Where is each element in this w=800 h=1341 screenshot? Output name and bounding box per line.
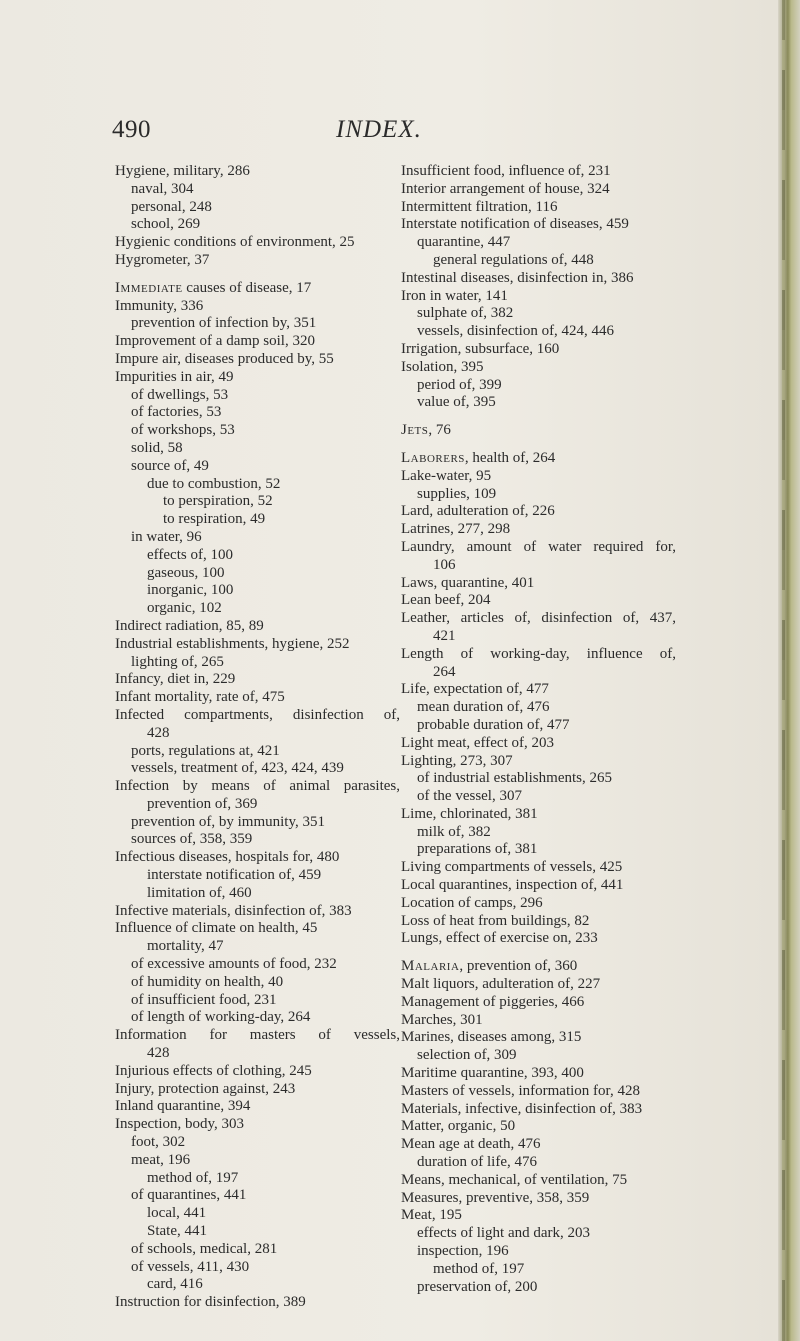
running-head: INDEX. [336, 116, 422, 143]
index-entry: Intestinal diseases, disinfection in, 386 [401, 269, 634, 286]
index-entry: of factories, 53 [131, 404, 222, 421]
index-entry: Influence of climate on health, 45 [115, 920, 318, 937]
index-entry: prevention of infection by, 351 [131, 315, 317, 332]
index-entry: selection of, 309 [417, 1047, 517, 1064]
index-entry: preparations of, 381 [417, 841, 538, 858]
index-entry: preservation of, 200 [417, 1278, 538, 1295]
index-entry: personal, 248 [131, 198, 212, 215]
index-entry: of humidity on health, 40 [131, 973, 284, 990]
index-entry: gaseous, 100 [147, 564, 225, 581]
index-entry: effects of, 100 [147, 546, 233, 563]
index-entry: interstate notification of, 459 [147, 867, 322, 884]
index-entry: of industrial establishments, 265 [417, 770, 612, 787]
index-entry: of the vessel, 307 [417, 788, 522, 805]
index-entry: vessels, disinfection of, 424, 446 [417, 323, 615, 340]
index-entry: Infection by means of animal parasites, [115, 778, 400, 795]
index-entry: period of, 399 [417, 376, 502, 393]
index-entry: sources of, 358, 359 [131, 831, 253, 848]
index-entry: naval, 304 [131, 180, 194, 197]
index-entry: Instruction for disinfection, 389 [115, 1294, 306, 1311]
index-entry: Living compartments of vessels, 425 [401, 859, 623, 876]
index-entry: of length of working-day, 264 [131, 1009, 311, 1026]
index-column-left [115, 163, 400, 1312]
index-entry: of quarantines, 441 [131, 1187, 247, 1204]
index-entry: Lard, adulteration of, 226 [401, 503, 555, 520]
index-entry: Infective materials, disinfection of, 383 [115, 902, 352, 919]
index-entry: in water, 96 [131, 528, 202, 545]
index-entry: Latrines, 277, 298 [401, 521, 511, 538]
index-entry: Impurities in air, 49 [115, 368, 234, 385]
index-entry: card, 416 [147, 1276, 203, 1293]
index-entry: inorganic, 100 [147, 582, 234, 599]
index-entry: 428 [147, 1045, 170, 1062]
index-entry: value of, 395 [417, 394, 496, 411]
index-entry: Loss of heat from buildings, 82 [401, 912, 590, 929]
index-entry: Materials, infective, disinfection of, 383 [401, 1100, 643, 1117]
index-entry: local, 441 [147, 1205, 207, 1222]
index-entry: Management of piggeries, 466 [401, 993, 585, 1010]
index-entry: Light meat, effect of, 203 [401, 734, 555, 751]
index-entry: Lean beef, 204 [401, 592, 491, 609]
index-entry: Infected compartments, disinfection of, [115, 706, 400, 723]
index-column-right [401, 163, 676, 1296]
index-entry: quarantine, 447 [417, 234, 511, 251]
index-entry: Means, mechanical, of ventilation, 75 [401, 1171, 628, 1188]
index-entry: to perspiration, 52 [163, 493, 273, 510]
index-entry: effects of light and dark, 203 [417, 1225, 591, 1242]
index-entry: Meat, 195 [401, 1207, 462, 1224]
index-entry: Jets, 76 [401, 422, 451, 439]
index-entry: Inland quarantine, 394 [115, 1098, 251, 1115]
index-entry: Irrigation, subsurface, 160 [401, 340, 560, 357]
book-spine-edge [778, 0, 800, 1341]
index-entry: Masters of vessels, information for, 428 [401, 1082, 640, 1099]
index-entry: foot, 302 [131, 1134, 186, 1151]
index-entry: Injurious effects of clothing, 245 [115, 1062, 312, 1079]
index-entry: milk of, 382 [417, 823, 491, 840]
index-entry: Matter, organic, 50 [401, 1118, 516, 1135]
index-entry: Leather, articles of, disinfection of, 437, [401, 610, 676, 627]
index-entry: Industrial establishments, hygiene, 252 [115, 635, 350, 652]
index-entry: Marines, diseases among, 315 [401, 1029, 582, 1046]
index-entry: Indirect radiation, 85, 89 [115, 617, 264, 634]
index-entry: general regulations of, 448 [433, 251, 594, 268]
index-entry: Improvement of a damp soil, 320 [115, 333, 315, 350]
index-entry: Life, expectation of, 477 [401, 681, 549, 698]
index-entry: Measures, preventive, 358, 359 [401, 1189, 590, 1206]
index-entry: supplies, 109 [417, 485, 497, 502]
index-entry: mortality, 47 [147, 938, 224, 955]
index-entry: to respiration, 49 [163, 511, 266, 528]
index-entry: Infant mortality, rate of, 475 [115, 689, 285, 706]
index-entry: Hygrometer, 37 [115, 251, 210, 268]
index-entry: Local quarantines, inspection of, 441 [401, 877, 624, 894]
index-entry: prevention of, by immunity, 351 [131, 813, 326, 830]
index-entry: 264 [433, 663, 456, 680]
index-entry: Location of camps, 296 [401, 894, 543, 911]
index-entry: Impure air, diseases produced by, 55 [115, 350, 334, 367]
index-entry: Iron in water, 141 [401, 287, 508, 304]
index-entry: Laws, quarantine, 401 [401, 574, 535, 591]
index-entry: Inspection, body, 303 [115, 1116, 245, 1133]
index-entry: Injury, protection against, 243 [115, 1080, 296, 1097]
index-entry: mean duration of, 476 [417, 699, 550, 716]
index-entry: organic, 102 [147, 600, 222, 617]
index-entry: Lime, chlorinated, 381 [401, 805, 538, 822]
page-number: 490 [112, 116, 151, 143]
index-entry: 428 [147, 724, 170, 741]
index-entry: Marches, 301 [401, 1011, 483, 1028]
index-entry: Malaria, prevention of, 360 [401, 958, 578, 975]
index-entry: inspection, 196 [417, 1243, 509, 1260]
index-entry: Lungs, effect of exercise on, 233 [401, 930, 598, 947]
index-entry: Interstate notification of diseases, 459 [401, 216, 629, 233]
index-entry: of excessive amounts of food, 232 [131, 956, 337, 973]
index-entry: due to combustion, 52 [147, 475, 281, 492]
index-entry: Hygienic conditions of environment, 25 [115, 234, 355, 251]
index-entry: 421 [433, 627, 456, 644]
index-entry: Infectious diseases, hospitals for, 480 [115, 849, 340, 866]
index-entry: probable duration of, 477 [417, 716, 570, 733]
index-entry: Malt liquors, adulteration of, 227 [401, 976, 601, 993]
index-entry: Lake-water, 95 [401, 467, 492, 484]
index-entry: Intermittent filtration, 116 [401, 198, 558, 215]
index-entry: Infancy, diet in, 229 [115, 671, 236, 688]
index-entry: vessels, treatment of, 423, 424, 439 [131, 760, 344, 777]
index-entry: Lighting, 273, 307 [401, 752, 513, 769]
index-entry: Laborers, health of, 264 [401, 449, 556, 466]
index-entry: Interior arrangement of house, 324 [401, 180, 610, 197]
index-entry: Insufficient food, influence of, 231 [401, 163, 611, 179]
index-entry: Maritime quarantine, 393, 400 [401, 1065, 584, 1082]
index-entry: of vessels, 411, 430 [131, 1258, 250, 1275]
index-entry: method of, 197 [147, 1169, 239, 1186]
index-entry: Laundry, amount of water required for, [401, 538, 676, 555]
index-entry: Isolation, 395 [401, 358, 484, 375]
index-entry: meat, 196 [131, 1151, 191, 1168]
index-entry: Immunity, 336 [115, 297, 204, 314]
index-entry: State, 441 [147, 1223, 207, 1240]
index-entry: of dwellings, 53 [131, 386, 229, 403]
index-entry: Mean age at death, 476 [401, 1136, 541, 1153]
index-entry: of insufficient food, 231 [131, 991, 277, 1008]
index-entry: Information for masters of vessels, [115, 1027, 400, 1044]
index-entry: school, 269 [131, 216, 201, 233]
index-entry: 106 [433, 556, 456, 573]
index-entry: method of, 197 [433, 1260, 525, 1277]
index-entry: of workshops, 53 [131, 422, 235, 439]
index-entry: sulphate of, 382 [417, 305, 514, 322]
index-entry: of schools, medical, 281 [131, 1240, 278, 1257]
index-entry: ports, regulations at, 421 [131, 742, 280, 759]
index-entry: prevention of, 369 [147, 795, 258, 812]
index-entry: source of, 49 [131, 457, 209, 474]
index-entry: solid, 58 [131, 439, 183, 456]
index-entry: lighting of, 265 [131, 653, 224, 670]
index-entry: Immediate causes of disease, 17 [115, 279, 312, 296]
index-entry: Hygiene, military, 286 [115, 163, 250, 179]
index-entry: duration of life, 476 [417, 1154, 537, 1171]
index-entry: Length of working-day, influence of, [401, 645, 676, 662]
index-entry: limitation of, 460 [147, 884, 252, 901]
